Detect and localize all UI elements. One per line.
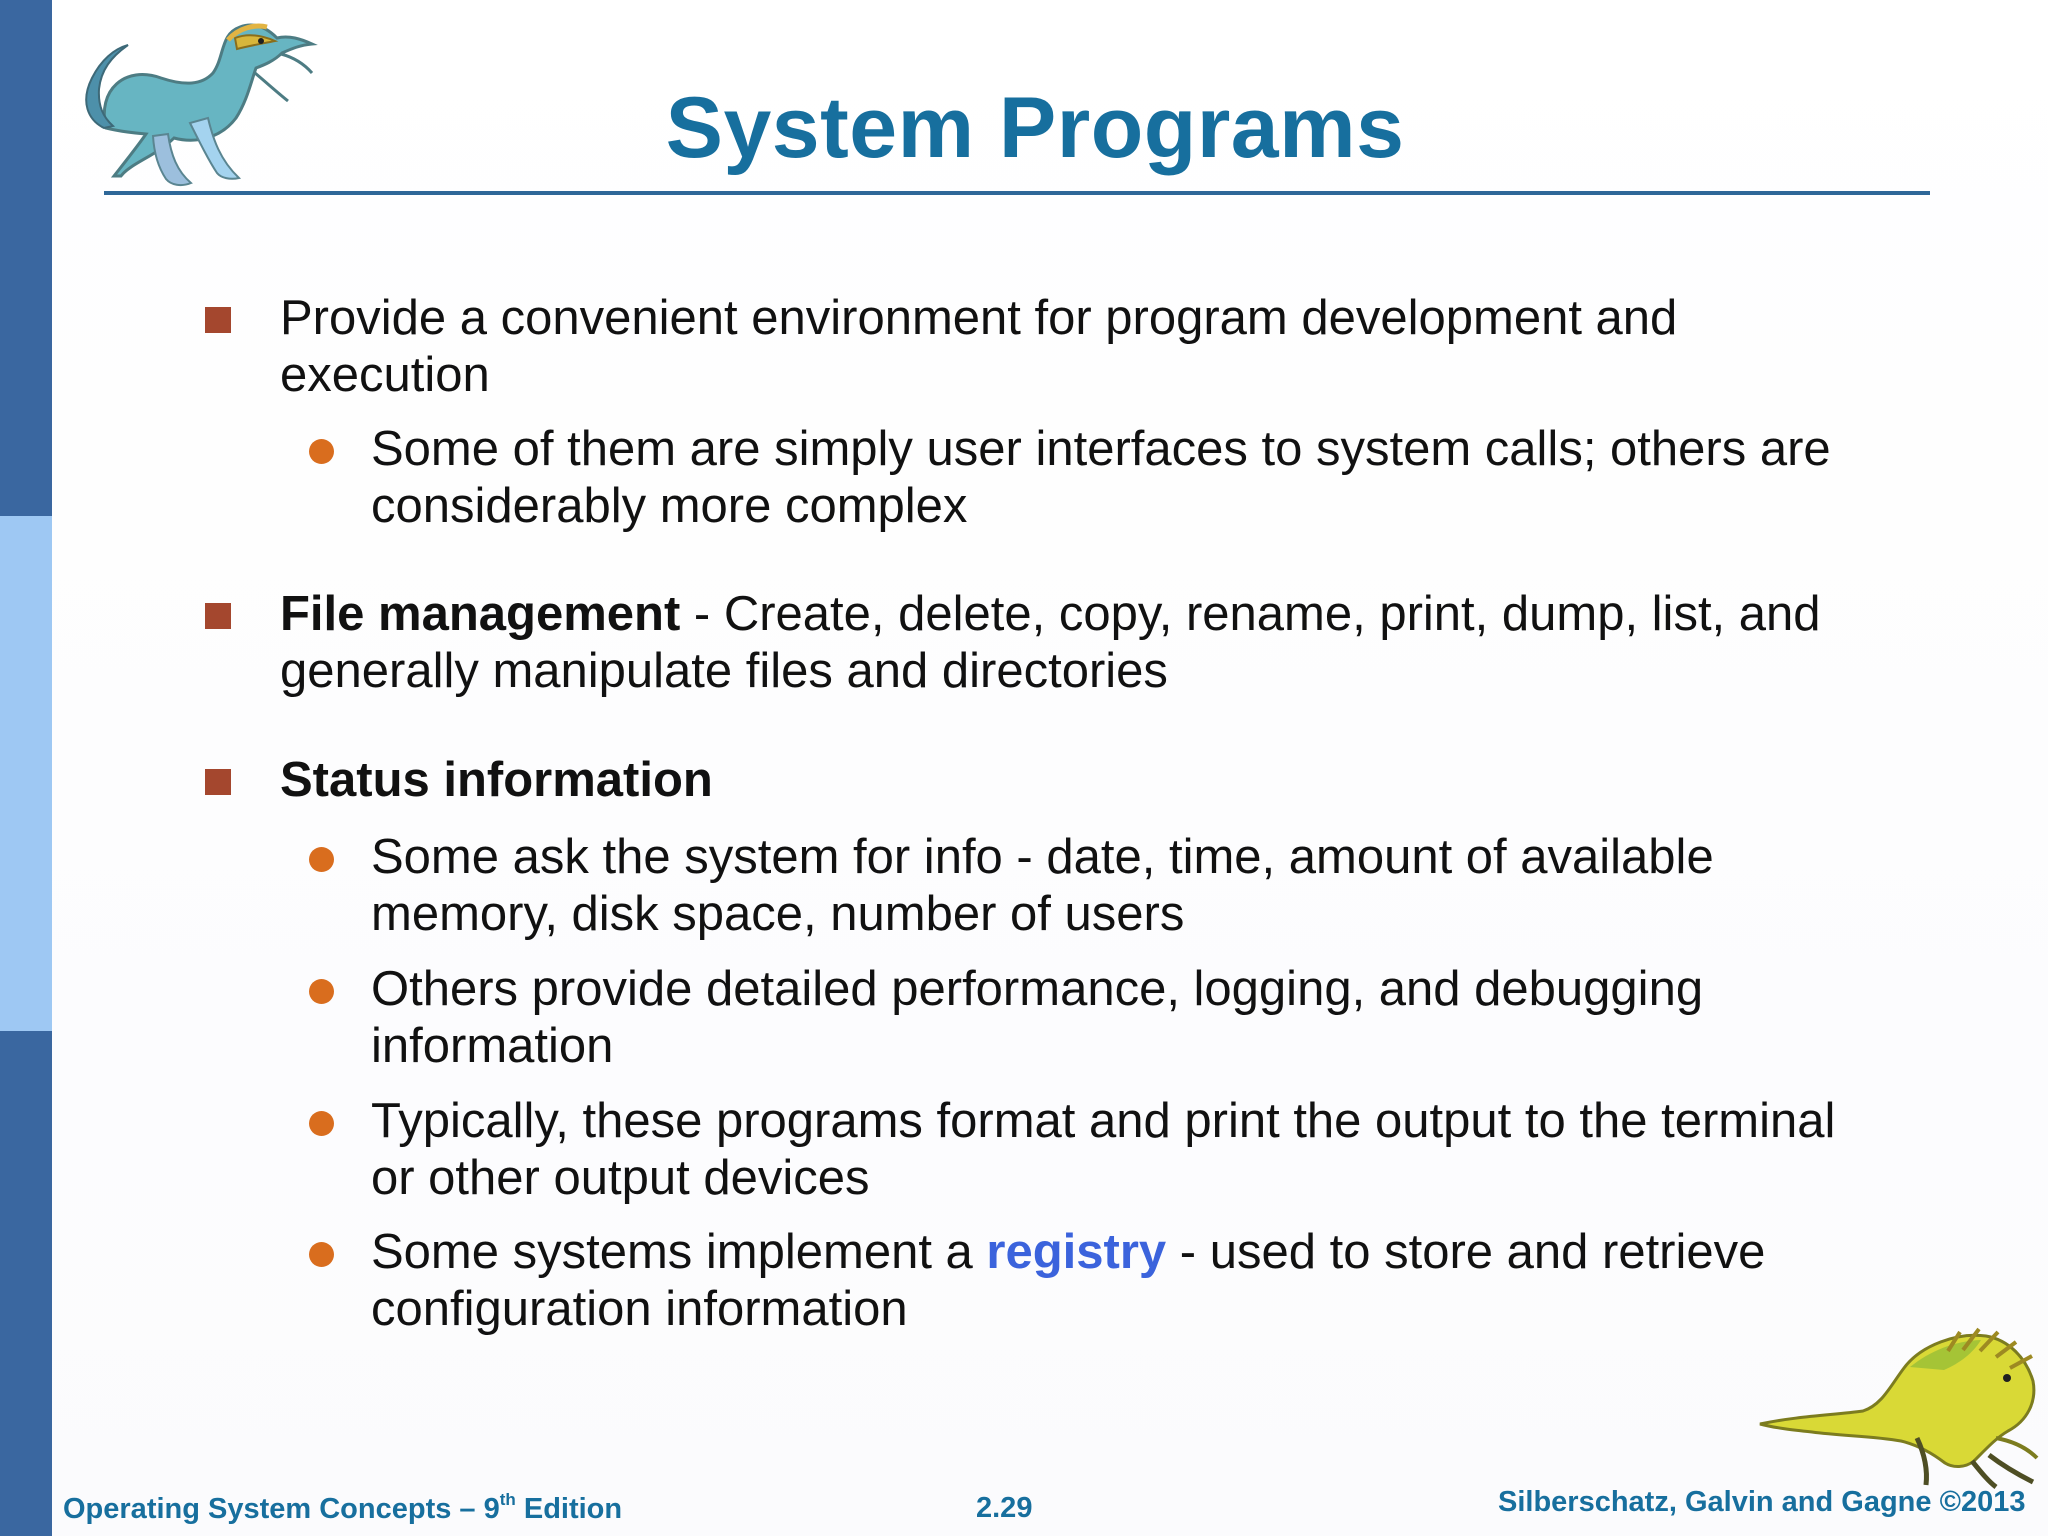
bullet-system-call-interfaces: [371, 421, 1881, 535]
bullet-output-formatting: [371, 1093, 1881, 1207]
bullet-performance-debugging-text: Others provide detailed performance, logging, and debugging information: [371, 962, 1704, 1073]
round-bullet-icon: [309, 847, 334, 872]
footer-edition-superscript: th: [499, 1490, 516, 1509]
bullet-system-info-text: Some ask the system for info - date, time, amount of available memory, disk space, number of users: [371, 830, 1714, 941]
file-management-description: - Create, delete, copy, rename, print, dump, list, and generally manipulate files and directories: [280, 587, 1821, 698]
registry-term: registry: [986, 1225, 1167, 1279]
square-bullet-icon: [205, 603, 231, 629]
bullet-program-environment-text: Provide a convenient environment for program development and execution: [280, 291, 1678, 402]
footer-book-title-suffix: Edition: [515, 1493, 623, 1525]
status-information-label: Status information: [280, 753, 713, 807]
footer-page-number: 2.29: [976, 1492, 1033, 1524]
bullet-output-formatting-text: Typically, these programs format and print the output to the terminal or other output devices: [371, 1094, 1836, 1205]
round-bullet-icon: [309, 1111, 334, 1136]
round-bullet-icon: [309, 1242, 334, 1267]
bullet-status-information: [280, 752, 1860, 809]
yellow-dinosaur-icon: [1750, 1325, 2040, 1490]
bullet-system-info: [371, 829, 1881, 943]
bullet-file-management: [280, 586, 1860, 700]
bullet-performance-debugging: [371, 961, 1881, 1075]
bullet-system-call-interfaces-text: Some of them are simply user interfaces to system calls; others are considerably more complex: [371, 422, 1831, 533]
square-bullet-icon: [205, 769, 231, 795]
square-bullet-icon: [205, 307, 231, 333]
footer-book-title: [63, 1491, 622, 1527]
slide-title: System Programs: [665, 80, 1405, 176]
file-management-label: File management: [280, 587, 681, 641]
bullet-program-environment: [280, 290, 1860, 404]
footer-authors: Silberschatz, Galvin and Gagne ©2013: [1498, 1486, 2026, 1518]
footer-book-title-prefix: Operating System Concepts – 9: [63, 1493, 500, 1525]
bullet-registry: [371, 1224, 1881, 1338]
round-bullet-icon: [309, 439, 334, 464]
registry-bullet-before: Some systems implement a: [371, 1225, 987, 1279]
round-bullet-icon: [309, 979, 334, 1004]
registry-bullet-after: - used to store and retrieve configuration information: [371, 1225, 1766, 1336]
